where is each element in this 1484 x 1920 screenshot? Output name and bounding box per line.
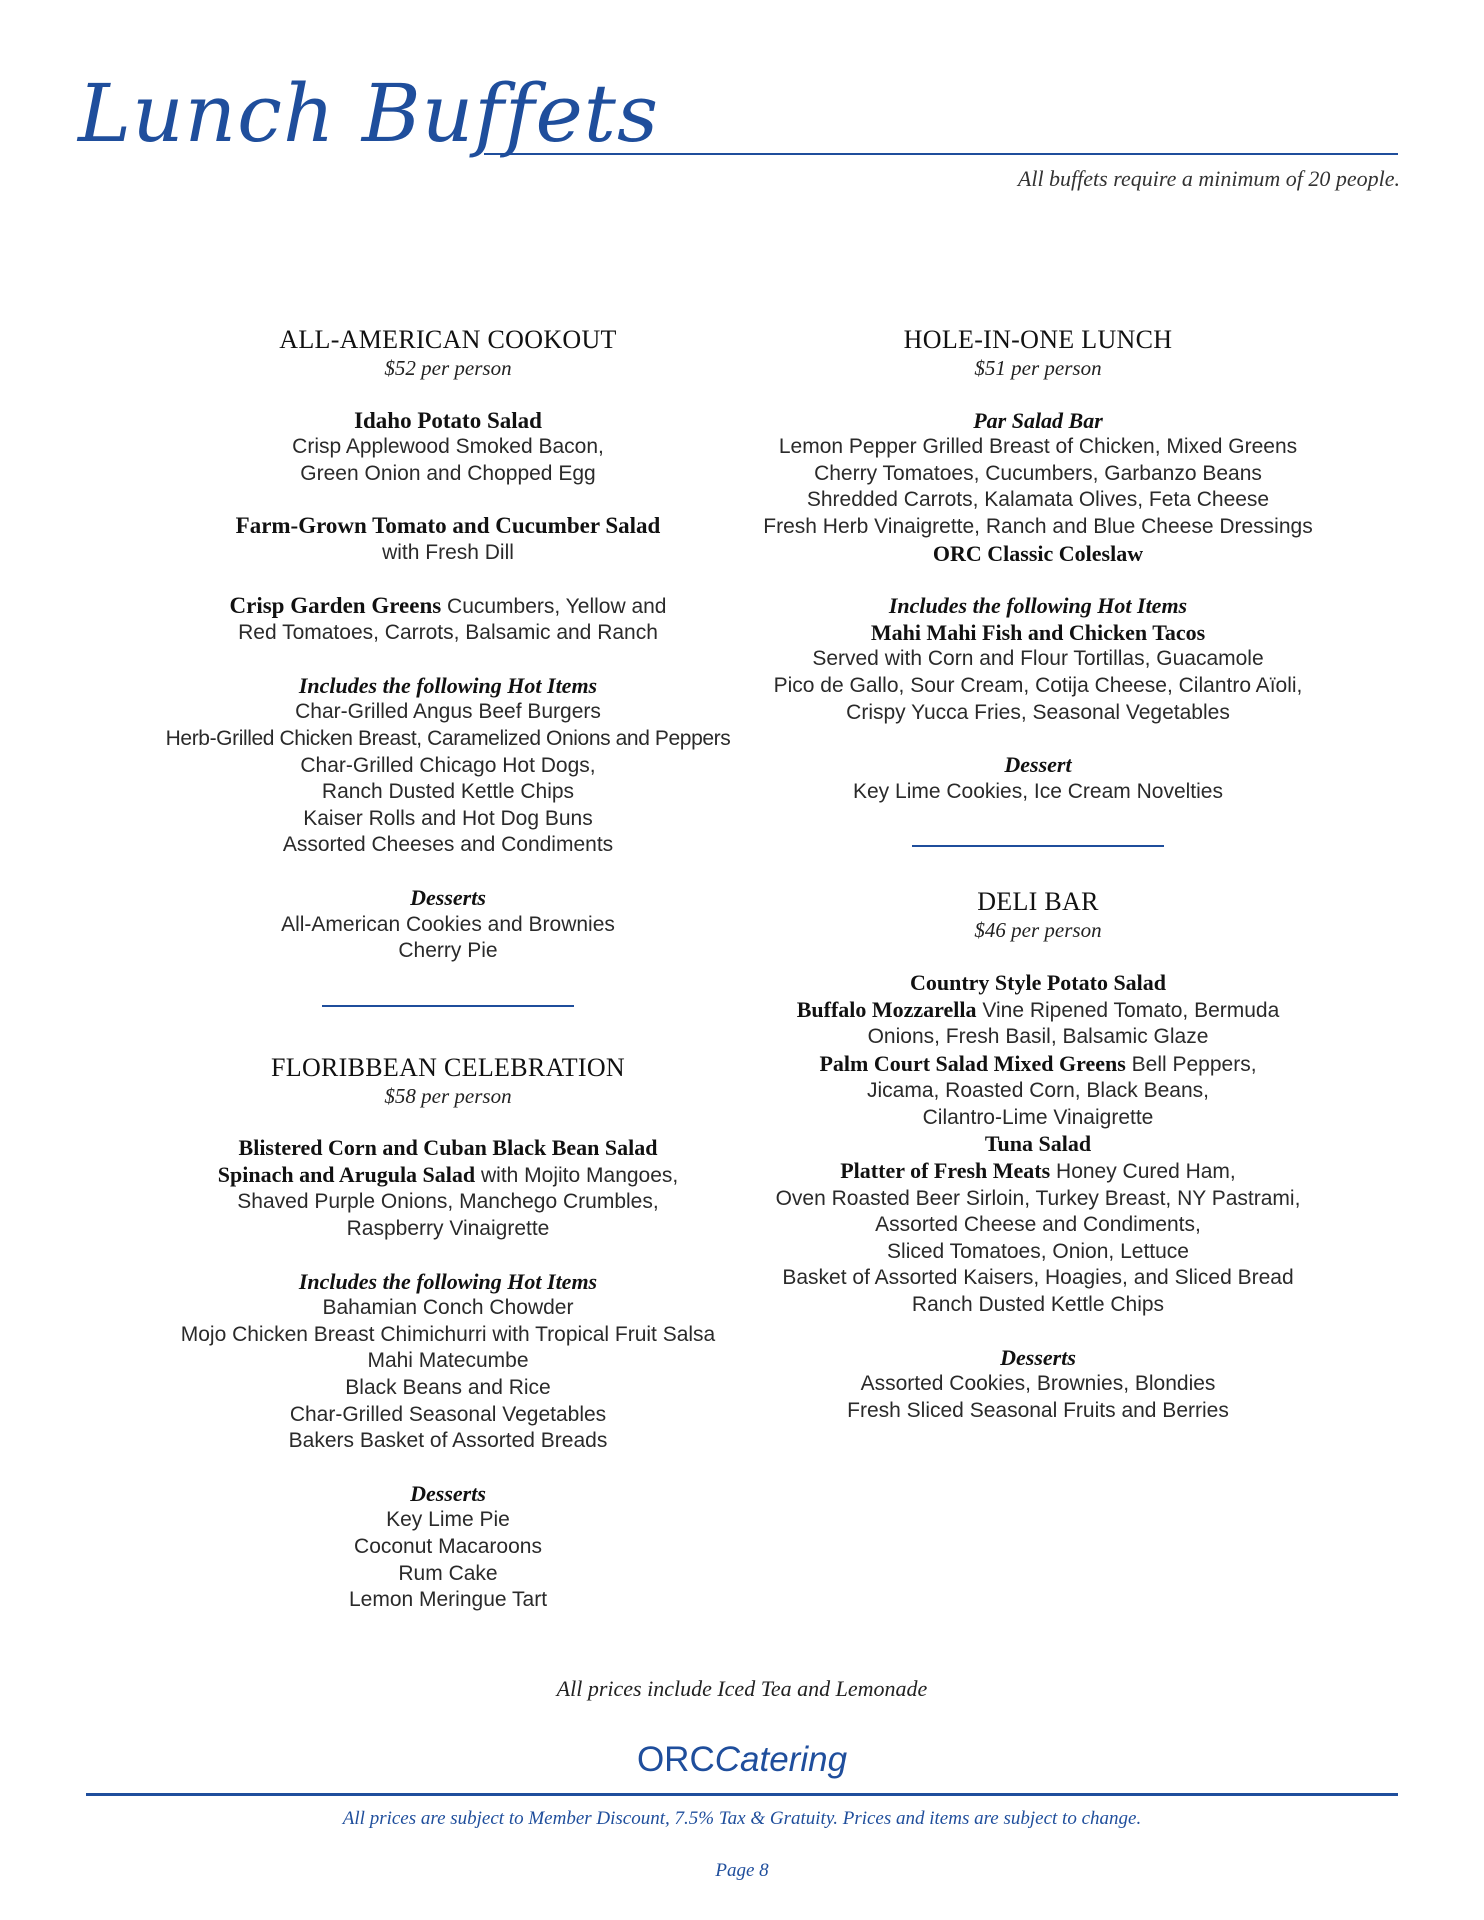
pricing-disclaimer: All prices are subject to Member Discount, 7.5% Tax & Gratuity. Prices and items are subject to change. bbox=[342, 1808, 1142, 1829]
item-line bbox=[150, 593, 746, 621]
footer-divider bbox=[86, 1793, 1398, 1796]
item-text: Vine Ripened Tomato, Bermuda bbox=[976, 998, 1280, 1022]
item-line: Green Onion and Chopped Egg bbox=[300, 461, 596, 485]
item-text: Bell Peppers, bbox=[1125, 1052, 1257, 1076]
item-line: Lemon Pepper Grilled Breast of Chicken, Mixed Greens bbox=[778, 435, 1298, 459]
hot-item: Bahamian Conch Chowder bbox=[322, 1296, 574, 1320]
hot-items-heading: Includes the following Hot Items bbox=[888, 593, 1188, 619]
item-text: with Mojito Mangoes, bbox=[475, 1163, 679, 1187]
item-line: Assorted Cheese and Condiments, bbox=[875, 1213, 1201, 1237]
deli-bar bbox=[740, 887, 1336, 1424]
item-line bbox=[740, 1158, 1336, 1186]
left-column bbox=[150, 325, 746, 1614]
hot-item: Ranch Dusted Kettle Chips bbox=[321, 780, 575, 804]
section-title: DELI BAR bbox=[977, 887, 1099, 917]
section-price: $52 per person bbox=[384, 356, 512, 380]
item-heading: Farm-Grown Tomato and Cucumber Salad bbox=[235, 513, 661, 539]
brand-prefix: ORC bbox=[636, 1740, 715, 1779]
orc-catering-logo bbox=[0, 1740, 1484, 1780]
dessert-item: Key Lime Pie bbox=[386, 1508, 510, 1532]
item-line: Pico de Gallo, Sour Cream, Cotija Cheese, Cilantro Aïoli, bbox=[773, 673, 1303, 697]
item-line: Onions, Fresh Basil, Balsamic Glaze bbox=[867, 1025, 1209, 1049]
hot-item: Mojo Chicken Breast Chimichurri with Tropical Fruit Salsa bbox=[180, 1322, 716, 1346]
dessert-item: Lemon Meringue Tart bbox=[348, 1588, 548, 1612]
hot-item: Herb-Grilled Chicken Breast, Caramelized Onions and Peppers bbox=[165, 726, 731, 750]
page-number: Page 8 bbox=[715, 1860, 769, 1881]
item-heading: Country Style Potato Salad bbox=[909, 969, 1167, 995]
desserts-heading: Desserts bbox=[410, 1480, 486, 1506]
beverage-note: All prices include Iced Tea and Lemonade bbox=[556, 1676, 928, 1701]
hole-in-one-lunch bbox=[740, 325, 1336, 805]
hot-item: Char-Grilled Seasonal Vegetables bbox=[289, 1402, 607, 1426]
hot-item: Char-Grilled Chicago Hot Dogs, bbox=[300, 753, 596, 777]
dessert-item: Key Lime Cookies, Ice Cream Novelties bbox=[853, 779, 1223, 803]
hot-items-heading: Includes the following Hot Items bbox=[298, 672, 598, 698]
section-title: HOLE-IN-ONE LUNCH bbox=[903, 325, 1173, 354]
dessert-item: Assorted Cookies, Brownies, Blondies bbox=[860, 1372, 1216, 1396]
brand-c: C bbox=[714, 1740, 741, 1779]
hot-items-heading: Includes the following Hot Items bbox=[298, 1268, 598, 1294]
dessert-item: Coconut Macaroons bbox=[354, 1535, 542, 1558]
item-line: Oven Roasted Beer Sirloin, Turkey Breast, NY Pastrami, bbox=[775, 1186, 1301, 1210]
item-heading: Buffalo Mozzarella bbox=[796, 996, 977, 1022]
hot-item: Bakers Basket of Assorted Breads bbox=[288, 1429, 608, 1453]
item-line bbox=[740, 1051, 1336, 1079]
item-text: Cucumbers, Yellow and bbox=[441, 594, 667, 618]
item-heading: ORC Classic Coleslaw bbox=[932, 540, 1144, 566]
section-price: $51 per person bbox=[974, 356, 1102, 380]
item-text: Honey Cured Ham, bbox=[1050, 1160, 1236, 1184]
item-line: Ranch Dusted Kettle Chips bbox=[911, 1293, 1165, 1317]
item-heading: Idaho Potato Salad bbox=[354, 407, 542, 433]
item-line: Fresh Herb Vinaigrette, Ranch and Blue Cheese Dressings bbox=[763, 514, 1313, 538]
item-line: Sliced Tomatoes, Onion, Lettuce bbox=[887, 1239, 1189, 1263]
desserts-heading: Desserts bbox=[1000, 1344, 1076, 1370]
section-price: $46 per person bbox=[974, 918, 1102, 943]
dessert-item: Cherry Pie bbox=[398, 939, 498, 963]
item-line: Raspberry Vinaigrette bbox=[346, 1217, 550, 1241]
hot-item: Assorted Cheeses and Condiments bbox=[282, 833, 614, 857]
item-heading: Crisp Garden Greens bbox=[229, 592, 442, 618]
header-divider bbox=[484, 153, 1398, 155]
item-line: Cilantro-Lime Vinaigrette bbox=[922, 1105, 1154, 1129]
item-line: Shaved Purple Onions, Manchego Crumbles, bbox=[237, 1190, 659, 1214]
item-line: Crisp Applewood Smoked Bacon, bbox=[292, 435, 604, 459]
floribbean-celebration bbox=[150, 1053, 746, 1614]
dessert-heading: Dessert bbox=[1004, 752, 1072, 778]
item-line: Cherry Tomatoes, Cucumbers, Garbanzo Beans bbox=[814, 461, 1262, 485]
brand-suffix: atering bbox=[740, 1740, 848, 1779]
item-line: Served with Corn and Flour Tortillas, Guacamole bbox=[812, 647, 1264, 671]
section-title: ALL-AMERICAN COOKOUT bbox=[279, 325, 617, 354]
item-heading: Mahi Mahi Fish and Chicken Tacos bbox=[870, 619, 1206, 645]
item-line: Shredded Carrots, Kalamata Olives, Feta Cheese bbox=[806, 488, 1270, 512]
item-line: with Fresh Dill bbox=[382, 540, 514, 564]
item-heading: Spinach and Arugula Salad bbox=[217, 1161, 476, 1187]
hot-item: Char-Grilled Angus Beef Burgers bbox=[295, 700, 601, 724]
page-title: Lunch Buffets bbox=[78, 67, 660, 160]
dessert-item: Rum Cake bbox=[398, 1561, 498, 1585]
section-title: FLORIBBEAN CELEBRATION bbox=[271, 1052, 625, 1082]
dessert-item: All-American Cookies and Brownies bbox=[281, 912, 615, 936]
item-line: Jicama, Roasted Corn, Black Beans, bbox=[867, 1079, 1209, 1103]
salad-bar-heading: Par Salad Bar bbox=[973, 407, 1103, 433]
item-heading: Blistered Corn and Cuban Black Bean Salad bbox=[238, 1135, 658, 1161]
item-line: Red Tomatoes, Carrots, Balsamic and Ranch bbox=[238, 621, 658, 645]
minimum-note: All buffets require a minimum of 20 people. bbox=[1017, 166, 1400, 191]
item-heading: Palm Court Salad Mixed Greens bbox=[819, 1050, 1126, 1076]
item-heading: Tuna Salad bbox=[984, 1131, 1092, 1157]
all-american-cookout bbox=[150, 325, 746, 965]
hot-item: Black Beans and Rice bbox=[345, 1376, 551, 1400]
item-line: Crispy Yucca Fries, Seasonal Vegetables bbox=[846, 700, 1230, 724]
item-line bbox=[740, 997, 1336, 1025]
item-line bbox=[150, 1162, 746, 1190]
desserts-heading: Desserts bbox=[410, 884, 486, 910]
hot-item: Mahi Matecumbe bbox=[367, 1349, 529, 1373]
hot-item: Kaiser Rolls and Hot Dog Buns bbox=[303, 806, 593, 830]
item-line: Basket of Assorted Kaisers, Hoagies, and Sliced Bread bbox=[782, 1266, 1294, 1290]
item-heading: Platter of Fresh Meats bbox=[840, 1158, 1051, 1184]
dessert-item: Fresh Sliced Seasonal Fruits and Berries bbox=[847, 1398, 1229, 1422]
right-column bbox=[740, 325, 1336, 1424]
section-price: $58 per person bbox=[384, 1083, 512, 1108]
